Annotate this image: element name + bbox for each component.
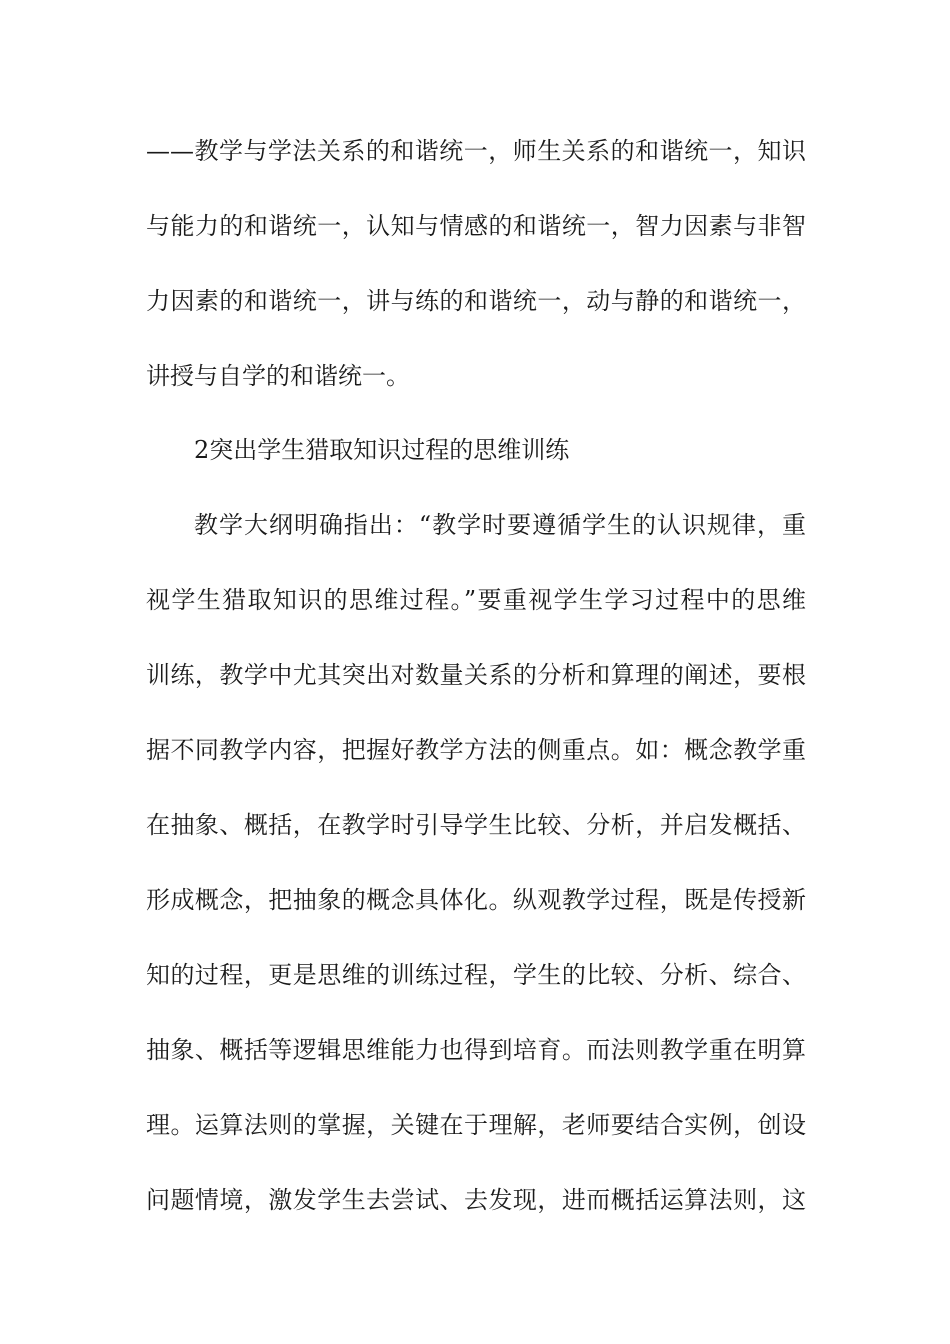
paragraph2-line-9: 理。运算法则的掌握，关键在于理解，老师要结合实例，创设 <box>146 1111 806 1139</box>
paragraph1-line-3: 力因素的和谐统一，讲与练的和谐统一，动与静的和谐统一， <box>146 287 806 315</box>
paragraph2-line-8: 抽象、概括等逻辑思维能力也得到培育。而法则教学重在明算 <box>146 1036 806 1064</box>
paragraph1-line-4: 讲授与自学的和谐统一。 <box>146 362 410 390</box>
paragraph1-line-1: ——教学与学法关系的和谐统一，师生关系的和谐统一，知识 <box>146 137 806 165</box>
paragraph2-line-6: 形成概念，把抽象的概念具体化。纵观教学过程，既是传授新 <box>146 886 806 914</box>
paragraph2-line-5: 在抽象、概括，在教学时引导学生比较、分析，并启发概括、 <box>146 811 806 839</box>
paragraph2-line-4: 据不同教学内容，把握好教学方法的侧重点。如：概念教学重 <box>146 736 806 764</box>
paragraph2-line-2: 视学生猎取知识的思维过程。”要重视学生学习过程中的思维 <box>146 586 806 614</box>
paragraph2-line-10: 问题情境，激发学生去尝试、去发现，进而概括运算法则，这 <box>146 1186 806 1214</box>
paragraph2-line-3: 训练，教学中尤其突出对数量关系的分析和算理的阐述，要根 <box>146 661 806 689</box>
paragraph2-line-1: 教学大纲明确指出：“教学时要遵循学生的认识规律，重 <box>194 511 806 539</box>
section-heading: 2突出学生猎取知识过程的思维训练 <box>194 436 570 464</box>
paragraph1-line-2: 与能力的和谐统一，认知与情感的和谐统一，智力因素与非智 <box>146 212 806 240</box>
paragraph2-line-7: 知的过程，更是思维的训练过程，学生的比较、分析、综合、 <box>146 961 806 989</box>
